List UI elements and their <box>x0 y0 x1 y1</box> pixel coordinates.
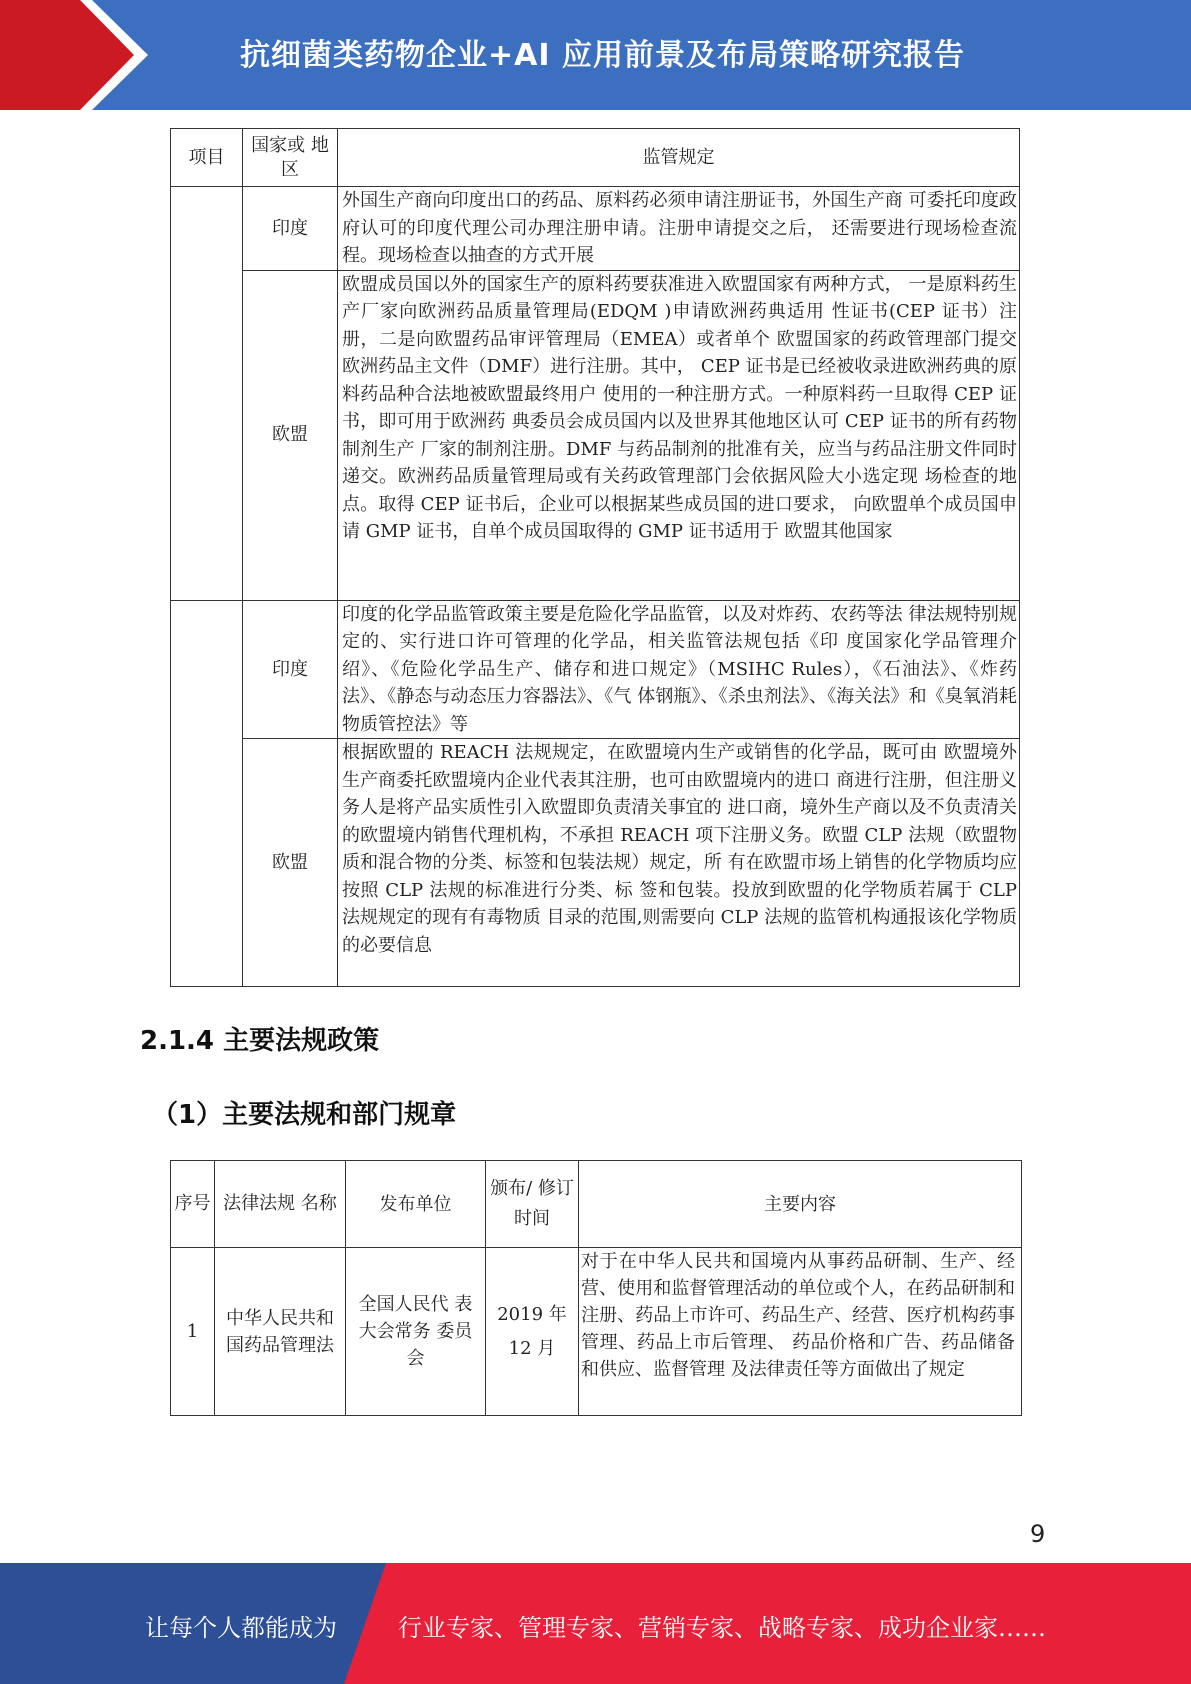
header-cell-region: 国家或 地区 <box>243 129 338 187</box>
regulation-text: 根据欧盟的 REACH 法规规定，在欧盟境内生产或销售的化学品，既可由 欧盟境外生产商委托欧盟境内企业代表其注册，也可由欧盟境内的进口 商进行注册，但注册义务人是将产品实质性引入欧盟即负责清关事宜的 进口商，境外生产商以及不负责清关的欧盟境内销售代理机构，不承担 REACH 项下注册义务。欧盟 CLP 法规（欧盟物质和混合物的分类、标签和包装法规）规定，所 有在欧盟市场上销售的化学物质均应按照 CLP 法规的标准进行分类、标 签和包装。投放到欧盟的化学物质若属于 CLP 法规规定的现有有毒物质 目录的范围,则需要向 CLP 法规的监管机构通报该化学物质的必要信息 <box>338 739 1020 987</box>
page-number: 9 <box>1030 1520 1046 1548</box>
table-row <box>171 739 1020 987</box>
footer-slogan-left: 让每个人都能成为 <box>145 1614 337 1642</box>
law-name: 中华人民共和国药品管理法 <box>215 1248 346 1416</box>
region-cell: 欧盟 <box>243 270 338 600</box>
section-heading: 2.1.4 主要法规政策 <box>140 1026 380 1056</box>
table-row <box>171 270 1020 600</box>
law-content: 对于在中华人民共和国境内从事药品研制、生产、经营、使用和监督管理活动的单位或个人，在药品研制和注册、药品上市许可、药品生产、经营、医疗机构药事管理、药品上市后管理、 药品价格和广告、药品储备和供应、监督管理 及法律责任等方面做出了规定 <box>579 1248 1022 1416</box>
regulation-text: 欧盟成员国以外的国家生产的原料药要获准进入欧盟国家有两种方式， 一是原料药生产厂家向欧洲药品质量管理局(EDQM )申请欧洲药典适用 性证书(CEP 证书）注册，二是向欧盟药品审评管理局（EMEA）或者单个 欧盟国家的药政管理部门提交欧洲药品主文件（DMF）进行注册。其中， CEP 证书是已经被收录进欧洲药典的原料药品种合法地被欧盟最终用户 使用的一种注册方式。一种原料药一旦取得 CEP 证书，即可用于欧洲药 典委员会成员国内以及世界其他地区认可 CEP 证书的所有药物制剂生产 厂家的制剂注册。DMF 与药品制剂的批准有关，应当与药品注册文件同时 递交。欧洲药品质量管理局或有关药政管理部门会依据风险大小选定现 场检查的地点。取得 CEP 证书后，企业可以根据某些成员国的进口要求， 向欧盟单个成员国申请 GMP 证书，自单个成员国取得的 GMP 证书适用于 欧盟其他国家 <box>338 270 1020 600</box>
subsection-heading: （1）主要法规和部门规章 <box>152 1100 457 1130</box>
table-header-row <box>171 129 1020 187</box>
page-header <box>0 0 1191 110</box>
regulation-table <box>170 128 1020 987</box>
law-date: 2019 年 12 月 <box>486 1248 579 1416</box>
header-cell-issuer: 发布单位 <box>346 1161 486 1248</box>
row-number: 1 <box>171 1248 215 1416</box>
table-header-row <box>171 1161 1022 1248</box>
header-cell-name: 法律法规 名称 <box>215 1161 346 1248</box>
header-cell-content: 主要内容 <box>579 1161 1022 1248</box>
regulation-text: 印度的化学品监管政策主要是危险化学品监管，以及对炸药、农药等法 律法规特别规定的、实行进口许可管理的化学品，相关监管法规包括《印 度国家化学品管理介绍》、《危险化学品生产、储存和进口规定》（MSIHC Rules），《石油法》、《炸药法》、《静态与动态压力容器法》、《气 体钢瓶》、《杀虫剂法》、《海关法》和《臭氧消耗物质管控法》等 <box>338 600 1020 739</box>
region-cell: 欧盟 <box>243 739 338 987</box>
table-row <box>171 1248 1022 1416</box>
header-cell-no: 序号 <box>171 1161 215 1248</box>
page-footer <box>0 1563 1191 1684</box>
header-cell-regulation: 监管规定 <box>338 129 1020 187</box>
region-cell: 印度 <box>243 187 338 271</box>
laws-table <box>170 1160 1022 1416</box>
item-cell <box>171 600 243 987</box>
table-row <box>171 600 1020 739</box>
report-title: 抗细菌类药物企业+AI 应用前景及布局策略研究报告 <box>240 38 965 73</box>
law-issuer: 全国人民代 表大会常务 委员会 <box>346 1248 486 1416</box>
region-cell: 印度 <box>243 600 338 739</box>
header-cell-item: 项目 <box>171 129 243 187</box>
table-row <box>171 187 1020 271</box>
regulation-text: 外国生产商向印度出口的药品、原料药必须申请注册证书，外国生产商 可委托印度政府认可的印度代理公司办理注册申请。注册申请提交之后， 还需要进行现场检查流程。现场检查以抽查的方式开展 <box>338 187 1020 271</box>
header-cell-date: 颁布/ 修订 时间 <box>486 1161 579 1248</box>
footer-slogan-right: 行业专家、管理专家、营销专家、战略专家、成功企业家…… <box>398 1614 1046 1642</box>
item-cell <box>171 187 243 601</box>
